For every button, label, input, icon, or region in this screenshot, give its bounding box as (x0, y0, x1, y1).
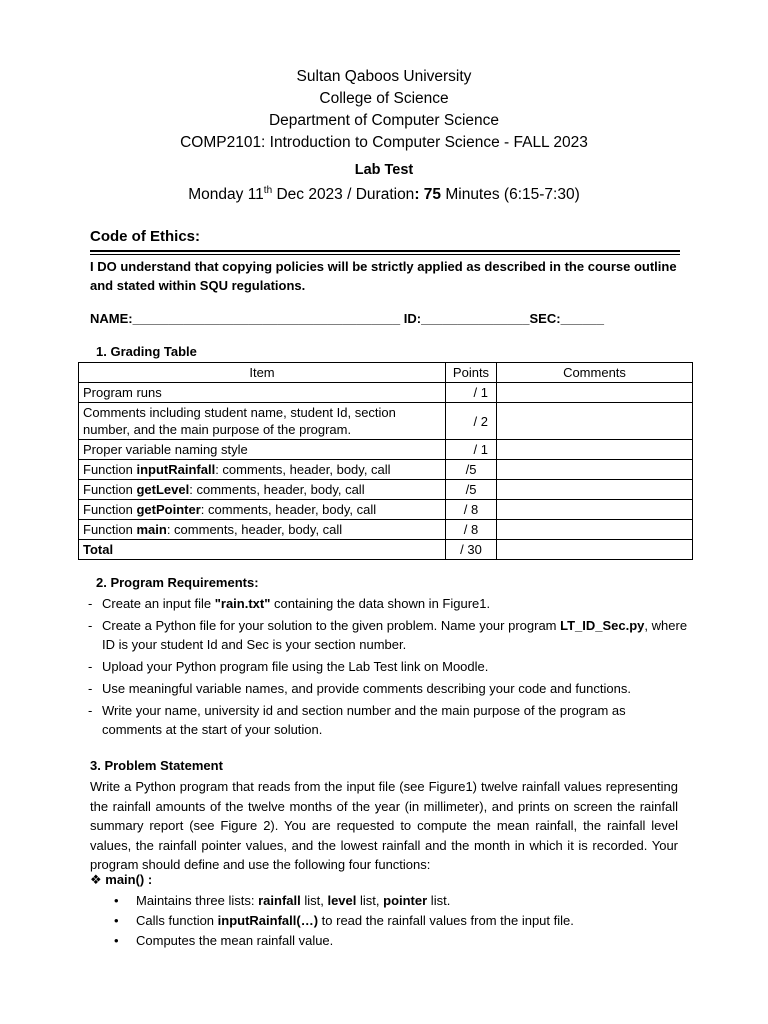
comments-cell[interactable] (497, 460, 693, 480)
exam-date: Monday 11th Dec 2023 / Duration: 75 Minutes (6:15-7:30) (188, 185, 580, 204)
list-item: - Use meaningful variable names, and provide comments describing your code and functions. (88, 679, 688, 698)
item-cell: Comments including student name, student Id, section number, and the main purpose of the program. (79, 403, 446, 440)
list-item: - Upload your Python program file using the Lab Test link on Moodle. (88, 657, 688, 676)
requirements-heading: 2. Program Requirements: (96, 575, 259, 590)
list-item: - Create a Python file for your solution to the given problem. Name your program LT_ID_Sec.py, where ID is your student Id and Sec is your section number. (88, 616, 688, 654)
list-item: • Calls function inputRainfall(…) to read the rainfall values from the input file. (112, 911, 574, 931)
table-row (79, 383, 693, 403)
table-row (79, 460, 693, 480)
item-cell: Function getPointer: comments, header, body, call (79, 500, 446, 520)
item-cell: Proper variable naming style (79, 440, 446, 460)
points-cell: / 8 (446, 500, 497, 520)
table-total-row (79, 540, 693, 560)
column-header: Points (446, 363, 497, 383)
sec-field[interactable]: SEC:______ (529, 311, 604, 326)
table-row (79, 480, 693, 500)
item-cell: Function inputRainfall: comments, header, body, call (79, 460, 446, 480)
main-function-heading: ❖ main() : (90, 872, 153, 887)
student-info-row (90, 311, 604, 326)
total-label: Total (79, 540, 446, 560)
problem-statement: Write a Python program that reads from the input file (see Figure1) twelve rainfall values representing the rainfall amounts of the twelve months of the year (in millimeter), and prints on screen the rainfall summary report (see Figure 2). You are requested to compute the mean rainfall, the rainfall level values, the rainfall pointer values, and the lowest rainfall and the month in which it is recorded. Your program should define and use the following four functions: (90, 779, 678, 872)
table-row (79, 520, 693, 540)
document-header (0, 66, 768, 206)
comments-cell[interactable] (497, 500, 693, 520)
main-function-list (112, 891, 574, 951)
points-cell: / 1 (446, 440, 497, 460)
list-item: - Write your name, university id and section number and the main purpose of the program as comments at the start of your solution. (88, 701, 688, 739)
grading-heading: 1. Grading Table (96, 344, 197, 359)
item-cell: Function getLevel: comments, header, body, call (79, 480, 446, 500)
ethics-statement: I DO understand that copying policies will be strictly applied as described in the course outline and stated within SQU regulations. (90, 259, 677, 293)
ethics-heading: Code of Ethics: (90, 228, 201, 245)
divider (90, 254, 680, 255)
table-row (79, 500, 693, 520)
id-field[interactable]: ID:_______________ (400, 311, 530, 326)
problem-heading: 3. Problem Statement (90, 758, 223, 773)
item-cell: Program runs (79, 383, 446, 403)
comments-cell[interactable] (497, 540, 693, 560)
comments-cell[interactable] (497, 403, 693, 440)
table-header-row (79, 363, 693, 383)
comments-cell[interactable] (497, 440, 693, 460)
list-item: • Computes the mean rainfall value. (112, 931, 574, 951)
university-name: Sultan Qaboos University (296, 68, 472, 85)
total-points: / 30 (446, 540, 497, 560)
comments-cell[interactable] (497, 383, 693, 403)
column-header: Comments (497, 363, 693, 383)
comments-cell[interactable] (497, 520, 693, 540)
table-row (79, 440, 693, 460)
column-header: Item (79, 363, 446, 383)
points-cell: / 2 (446, 403, 497, 440)
course-title: COMP2101: Introduction to Computer Science - FALL 2023 (180, 134, 588, 151)
exam-title: Lab Test (354, 162, 414, 178)
college-name: College of Science (319, 90, 449, 107)
list-item: - Create an input file "rain.txt" containing the data shown in Figure1. (88, 594, 688, 613)
name-field[interactable]: NAME:_____________________________________ (90, 311, 401, 326)
item-cell: Function main: comments, header, body, call (79, 520, 446, 540)
requirements-list (88, 594, 688, 742)
points-cell: /5 (446, 480, 497, 500)
points-cell: /5 (446, 460, 497, 480)
grading-table (78, 362, 693, 560)
list-item: • Maintains three lists: rainfall list, level list, pointer list. (112, 891, 574, 911)
divider (90, 250, 680, 252)
points-cell: / 8 (446, 520, 497, 540)
points-cell: / 1 (446, 383, 497, 403)
table-row (79, 403, 693, 440)
comments-cell[interactable] (497, 480, 693, 500)
department-name: Department of Computer Science (268, 112, 500, 129)
